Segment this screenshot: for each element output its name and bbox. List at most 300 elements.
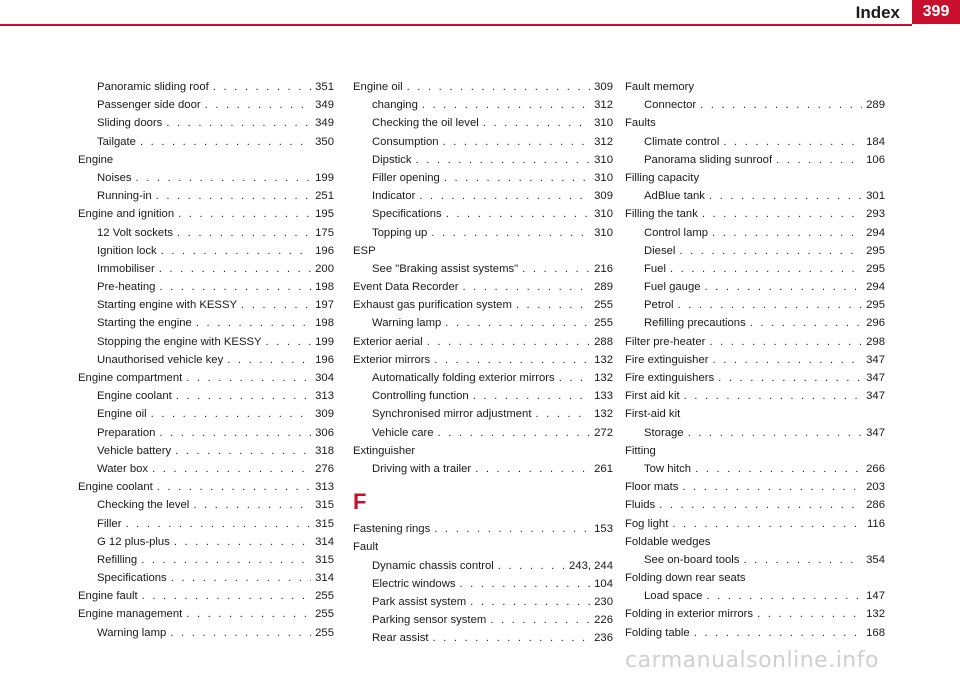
entry-page-link[interactable]: 312 <box>594 135 613 148</box>
index-subentry[interactable] <box>353 205 613 223</box>
entry-page-link[interactable]: 132 <box>594 372 613 384</box>
entry-term: Refilling <box>97 553 138 566</box>
entry-page-link[interactable]: 243, 244 <box>569 559 613 572</box>
leader-dots <box>743 551 862 569</box>
entry-term: Warning lamp <box>372 317 442 330</box>
index-entry <box>353 538 613 556</box>
entry-page-link[interactable]: 349 <box>315 99 334 112</box>
entry-term: Engine management <box>78 608 183 621</box>
entry-page-link[interactable]: 306 <box>315 426 334 439</box>
entry-term: Faults <box>625 117 656 130</box>
index-subentry[interactable] <box>78 387 334 405</box>
leader-dots <box>438 424 591 442</box>
leader-dots <box>431 224 590 242</box>
entry-term: Water box <box>97 462 149 475</box>
entry-page-link[interactable]: 347 <box>866 372 885 384</box>
entry-page-link[interactable]: 304 <box>315 372 334 384</box>
entry-page-link[interactable]: 295 <box>866 262 885 275</box>
index-entry[interactable] <box>625 369 885 387</box>
leader-dots <box>140 133 311 151</box>
entry-term: Specifications <box>97 572 167 585</box>
leader-dots <box>672 515 863 533</box>
leader-dots <box>713 351 863 369</box>
leader-dots <box>709 333 862 351</box>
index-entry[interactable] <box>625 496 885 514</box>
leader-dots <box>490 611 590 629</box>
entry-page-link[interactable]: 266 <box>866 462 885 475</box>
index-entry[interactable] <box>353 78 613 96</box>
leader-dots <box>723 133 862 151</box>
entry-page-link[interactable]: 350 <box>315 135 334 148</box>
index-entry[interactable] <box>353 278 613 296</box>
entry-term: Filling capacity <box>625 171 700 184</box>
index-column-1 <box>78 78 334 642</box>
entry-term: Vehicle battery <box>97 444 172 457</box>
leader-dots <box>757 605 862 623</box>
index-subentry[interactable] <box>78 351 334 369</box>
index-entry <box>625 442 885 460</box>
entry-term: Event Data Recorder <box>353 281 459 294</box>
entry-page-link[interactable]: 310 <box>594 208 613 221</box>
index-entry[interactable] <box>78 478 334 496</box>
leader-dots <box>156 187 312 205</box>
leader-dots <box>171 569 311 587</box>
index-subentry[interactable] <box>78 460 334 478</box>
index-subentry[interactable] <box>78 169 334 187</box>
entry-page-link[interactable]: 184 <box>866 135 885 148</box>
index-subentry[interactable] <box>78 78 334 96</box>
index-subentry[interactable] <box>78 224 334 242</box>
leader-dots <box>700 96 862 114</box>
index-subentry[interactable] <box>78 405 334 423</box>
entry-term: Preparation <box>97 426 156 439</box>
entry-page-link[interactable]: 310 <box>594 171 613 184</box>
entry-term: Ignition lock <box>97 244 157 257</box>
index-subentry[interactable] <box>78 114 334 132</box>
index-subentry[interactable] <box>78 242 334 260</box>
entry-page-link[interactable]: 196 <box>315 353 334 366</box>
entry-term: Tailgate <box>97 135 136 148</box>
leader-dots <box>460 575 591 593</box>
index-entry <box>353 442 613 460</box>
entry-term: Tow hitch <box>644 462 692 475</box>
index-subentry[interactable] <box>353 593 613 611</box>
leader-dots <box>174 533 311 551</box>
index-subentry[interactable] <box>625 460 885 478</box>
leader-dots <box>159 424 311 442</box>
leader-dots <box>159 260 311 278</box>
index-entry[interactable] <box>78 587 334 605</box>
index-entry[interactable] <box>625 515 885 533</box>
entry-page-link[interactable]: 200 <box>315 262 334 275</box>
leader-dots <box>535 405 590 423</box>
entry-term: Running-in <box>97 190 152 203</box>
index-subentry[interactable] <box>625 260 885 278</box>
entry-page-link[interactable]: 106 <box>866 153 885 166</box>
entry-term: Automatically folding exterior mirrors <box>372 372 555 384</box>
leader-dots <box>688 424 863 442</box>
entry-page-link[interactable]: 286 <box>866 499 885 512</box>
index-subentry[interactable] <box>78 515 334 533</box>
entry-term: Engine <box>78 153 114 166</box>
index-subentry[interactable] <box>78 278 334 296</box>
entry-page-link[interactable]: 175 <box>315 226 334 239</box>
page-number: 399 <box>912 0 960 24</box>
index-subentry[interactable] <box>353 460 613 478</box>
entry-term: Fuel <box>644 262 666 275</box>
leader-dots <box>750 314 862 332</box>
index-subentry[interactable] <box>78 569 334 587</box>
leader-dots <box>445 314 590 332</box>
entry-page-link[interactable]: 153 <box>594 523 613 536</box>
entry-page-link[interactable]: 347 <box>866 353 885 366</box>
entry-page-link[interactable]: 298 <box>866 335 885 348</box>
index-entry <box>625 533 885 551</box>
entry-term: Filling the tank <box>625 208 698 221</box>
entry-page-link[interactable]: 132 <box>594 408 613 421</box>
index-entry[interactable] <box>625 333 885 351</box>
leader-dots <box>498 557 565 575</box>
entry-term: Engine coolant <box>78 481 153 494</box>
index-entry <box>625 78 885 96</box>
entry-term: Consumption <box>372 135 439 148</box>
index-subentry[interactable] <box>78 314 334 332</box>
index-subentry[interactable] <box>353 133 613 151</box>
index-subentry[interactable] <box>625 133 885 151</box>
index-entry[interactable] <box>78 369 334 387</box>
entry-term: changing <box>372 99 418 112</box>
entry-term: Parking sensor system <box>372 614 487 627</box>
leader-dots <box>670 260 862 278</box>
entry-page-link[interactable]: 347 <box>866 390 885 403</box>
leader-dots <box>712 224 862 242</box>
entry-term: Diesel <box>644 244 676 257</box>
entry-page-link[interactable]: 318 <box>315 444 334 457</box>
entry-term: Checking the oil level <box>372 117 479 130</box>
entry-page-link[interactable]: 230 <box>594 595 613 608</box>
index-subentry[interactable] <box>78 533 334 551</box>
index-subentry[interactable] <box>625 296 885 314</box>
entry-page-link[interactable]: 133 <box>594 390 613 403</box>
entry-page-link[interactable]: 255 <box>594 317 613 330</box>
index-subentry[interactable] <box>78 296 334 314</box>
entry-page-link[interactable]: 199 <box>315 171 334 184</box>
entry-term: Filler <box>97 517 122 530</box>
entry-page-link[interactable]: 255 <box>594 299 613 312</box>
index-subentry[interactable] <box>353 96 613 114</box>
entry-term: Engine and ignition <box>78 208 175 221</box>
index-subentry[interactable] <box>78 133 334 151</box>
index-entry <box>625 405 885 423</box>
entry-page-link[interactable]: 301 <box>866 190 885 203</box>
entry-page-link[interactable]: 197 <box>315 299 334 312</box>
entry-term: Sliding doors <box>97 117 163 130</box>
entry-term: Dynamic chassis control <box>372 559 494 572</box>
entry-page-link[interactable]: 289 <box>594 281 613 294</box>
entry-page-link[interactable]: 199 <box>315 335 334 348</box>
index-column-3 <box>625 78 885 642</box>
leader-dots <box>718 369 862 387</box>
entry-term: AdBlue tank <box>644 190 705 203</box>
index-subentry[interactable] <box>625 587 885 605</box>
leader-dots <box>446 205 590 223</box>
leader-dots <box>416 151 591 169</box>
entry-term: See "Braking assist systems" <box>372 262 519 275</box>
index-subentry[interactable] <box>353 557 613 575</box>
index-entry[interactable] <box>78 205 334 223</box>
leader-dots <box>186 605 311 623</box>
entry-page-link[interactable]: 313 <box>315 481 334 494</box>
entry-term: Refilling precautions <box>644 317 746 330</box>
leader-dots <box>709 187 862 205</box>
leader-dots <box>266 333 312 351</box>
entry-page-link[interactable]: 309 <box>594 81 613 93</box>
index-entry[interactable] <box>625 387 885 405</box>
index-subentry[interactable] <box>78 260 334 278</box>
leader-dots <box>205 96 312 114</box>
index-subentry[interactable] <box>625 151 885 169</box>
index-subentry[interactable] <box>353 369 613 387</box>
leader-dots <box>427 333 590 351</box>
index-subentry[interactable] <box>78 424 334 442</box>
index-entry[interactable] <box>625 605 885 623</box>
entry-page-link[interactable]: 312 <box>594 99 613 112</box>
entry-page-link[interactable]: 294 <box>866 281 885 294</box>
leader-dots <box>659 496 862 514</box>
index-subentry[interactable] <box>353 629 613 647</box>
entry-term: Fire extinguisher <box>625 353 709 366</box>
entry-term: Storage <box>644 426 684 439</box>
index-subentry[interactable] <box>78 333 334 351</box>
entry-page-link[interactable]: 132 <box>866 608 885 621</box>
entry-term: Noises <box>97 171 132 184</box>
leader-dots <box>706 587 862 605</box>
index-entry[interactable] <box>625 351 885 369</box>
leader-dots <box>678 296 863 314</box>
entry-term: Electric windows <box>372 577 456 590</box>
entry-term: Filler opening <box>372 171 440 184</box>
index-subentry[interactable] <box>78 624 334 642</box>
leader-dots <box>473 387 590 405</box>
entry-term: Folding in exterior mirrors <box>625 608 754 621</box>
index-subentry[interactable] <box>353 314 613 332</box>
entry-page-link[interactable]: 349 <box>315 117 334 130</box>
entry-term: Vehicle care <box>372 426 434 439</box>
index-subentry[interactable] <box>625 96 885 114</box>
entry-page-link[interactable]: 314 <box>315 535 334 548</box>
entry-page-link[interactable]: 196 <box>315 244 334 257</box>
entry-term: Fitting <box>625 444 656 457</box>
index-subentry[interactable] <box>78 187 334 205</box>
leader-dots <box>407 78 591 96</box>
leader-dots <box>463 278 591 296</box>
entry-page-link[interactable]: 272 <box>594 426 613 439</box>
entry-page-link[interactable]: 347 <box>866 426 885 439</box>
index-entry[interactable] <box>353 296 613 314</box>
entry-page-link[interactable]: 203 <box>866 481 885 494</box>
entry-page-link[interactable]: 226 <box>594 614 613 627</box>
index-subentry[interactable] <box>353 387 613 405</box>
index-entry[interactable] <box>353 351 613 369</box>
index-subentry[interactable] <box>625 187 885 205</box>
index-subentry[interactable] <box>78 96 334 114</box>
index-entry[interactable] <box>625 624 885 642</box>
index-subentry[interactable] <box>353 575 613 593</box>
entry-term: Exhaust gas purification system <box>353 299 512 312</box>
entry-term: Control lamp <box>644 226 709 239</box>
entry-term: Unauthorised vehicle key <box>97 353 224 366</box>
leader-dots <box>241 296 311 314</box>
entry-term: Starting the engine <box>97 317 192 330</box>
entry-page-link[interactable]: 313 <box>315 390 334 403</box>
entry-term: Specifications <box>372 208 442 221</box>
leader-dots <box>695 460 862 478</box>
entry-term: Passenger side door <box>97 99 201 112</box>
leader-dots <box>152 460 311 478</box>
entry-page-link[interactable]: 314 <box>315 572 334 585</box>
index-subentry[interactable] <box>625 278 885 296</box>
entry-term: Folding down rear seats <box>625 572 746 585</box>
entry-page-link[interactable]: 251 <box>315 190 334 203</box>
entry-term: Engine oil <box>97 408 147 421</box>
index-subentry[interactable] <box>353 424 613 442</box>
entry-term: Checking the level <box>97 499 190 512</box>
leader-dots <box>433 629 591 647</box>
index-subentry[interactable] <box>78 551 334 569</box>
entry-page-link[interactable]: 310 <box>594 153 613 166</box>
entry-page-link[interactable]: 289 <box>866 99 885 112</box>
entry-page-link[interactable]: 295 <box>866 244 885 257</box>
entry-page-link[interactable]: 354 <box>866 553 885 566</box>
entry-term: Panoramic sliding roof <box>97 81 209 93</box>
index-entry <box>625 569 885 587</box>
entry-page-link[interactable]: 216 <box>594 262 613 275</box>
entry-term: Rear assist <box>372 632 429 645</box>
leader-dots <box>522 260 590 278</box>
entry-page-link[interactable]: 132 <box>594 353 613 366</box>
index-subentry[interactable] <box>353 187 613 205</box>
entry-term: Petrol <box>644 299 674 312</box>
entry-term: Park assist system <box>372 595 467 608</box>
index-entry[interactable] <box>78 605 334 623</box>
entry-term: G 12 plus-plus <box>97 535 170 548</box>
entry-page-link[interactable]: 315 <box>315 499 334 512</box>
entry-term: First-aid kit <box>625 408 681 421</box>
index-subentry[interactable] <box>625 551 885 569</box>
index-subentry[interactable] <box>353 224 613 242</box>
entry-term: Engine oil <box>353 81 403 93</box>
leader-dots <box>694 624 862 642</box>
index-column-2 <box>353 78 613 647</box>
entry-term: Fault memory <box>625 81 695 93</box>
leader-dots <box>177 224 311 242</box>
leader-dots <box>213 78 311 96</box>
leader-dots <box>142 587 311 605</box>
entry-page-link[interactable]: 104 <box>594 577 613 590</box>
index-subentry[interactable] <box>353 405 613 423</box>
leader-dots <box>141 551 311 569</box>
index-subentry[interactable] <box>625 224 885 242</box>
entry-page-link[interactable]: 315 <box>315 553 334 566</box>
index-entry[interactable] <box>625 478 885 496</box>
entry-term: Starting engine with KESSY <box>97 299 238 312</box>
index-subentry[interactable] <box>625 424 885 442</box>
entry-page-link[interactable]: 315 <box>315 517 334 530</box>
entry-page-link[interactable]: 310 <box>594 226 613 239</box>
index-subentry[interactable] <box>353 114 613 132</box>
leader-dots <box>470 593 590 611</box>
index-subentry[interactable] <box>353 151 613 169</box>
leader-dots <box>186 369 311 387</box>
index-subentry[interactable] <box>353 169 613 187</box>
leader-dots <box>443 133 591 151</box>
leader-dots <box>193 496 311 514</box>
entry-page-link[interactable]: 147 <box>866 590 885 603</box>
entry-term: Floor mats <box>625 481 679 494</box>
entry-term: Fluids <box>625 499 656 512</box>
entry-term: Filter pre-heater <box>625 335 706 348</box>
index-subentry[interactable] <box>78 496 334 514</box>
entry-page-link[interactable]: 261 <box>594 462 613 475</box>
leader-dots <box>125 515 311 533</box>
entry-page-link[interactable]: 168 <box>866 626 885 639</box>
entry-page-link[interactable]: 195 <box>315 208 334 221</box>
entry-page-link[interactable]: 255 <box>315 608 334 621</box>
leader-dots <box>166 114 311 132</box>
index-subentry[interactable] <box>78 442 334 460</box>
entry-page-link[interactable]: 276 <box>315 462 334 475</box>
index-entry[interactable] <box>353 520 613 538</box>
entry-page-link[interactable]: 351 <box>315 81 334 93</box>
entry-page-link[interactable]: 198 <box>315 281 334 294</box>
entry-page-link[interactable]: 293 <box>866 208 885 221</box>
entry-page-link[interactable]: 309 <box>594 190 613 203</box>
leader-dots <box>434 520 590 538</box>
entry-page-link[interactable]: 288 <box>594 335 613 348</box>
index-entry[interactable] <box>625 205 885 223</box>
leader-dots <box>434 351 590 369</box>
entry-term: Engine fault <box>78 590 138 603</box>
index-entry[interactable] <box>353 333 613 351</box>
leader-dots <box>559 369 590 387</box>
index-entry <box>353 242 613 260</box>
index-subentry[interactable] <box>625 314 885 332</box>
entry-page-link[interactable]: 198 <box>315 317 334 330</box>
index-subentry[interactable] <box>625 242 885 260</box>
index-subentry[interactable] <box>353 611 613 629</box>
entry-page-link[interactable]: 309 <box>315 408 334 421</box>
index-subentry[interactable] <box>353 260 613 278</box>
entry-term: 12 Volt sockets <box>97 226 173 239</box>
leader-dots <box>516 296 590 314</box>
entry-term: Pre-heating <box>97 281 156 294</box>
entry-term: Exterior aerial <box>353 335 423 348</box>
entry-page-link[interactable]: 294 <box>866 226 885 239</box>
entry-page-link[interactable]: 116 <box>866 517 885 530</box>
entry-term: First aid kit <box>625 390 680 403</box>
entry-page-link[interactable]: 236 <box>594 632 613 645</box>
entry-term: Warning lamp <box>97 626 167 639</box>
entry-term: Connector <box>644 99 697 112</box>
leader-dots <box>136 169 312 187</box>
entry-page-link[interactable]: 310 <box>594 117 613 130</box>
entry-page-link[interactable]: 255 <box>315 590 334 603</box>
entry-page-link[interactable]: 255 <box>315 626 334 639</box>
entry-page-link[interactable]: 295 <box>866 299 885 312</box>
leader-dots <box>444 169 590 187</box>
leader-dots <box>170 624 311 642</box>
entry-page-link[interactable]: 296 <box>866 317 885 330</box>
